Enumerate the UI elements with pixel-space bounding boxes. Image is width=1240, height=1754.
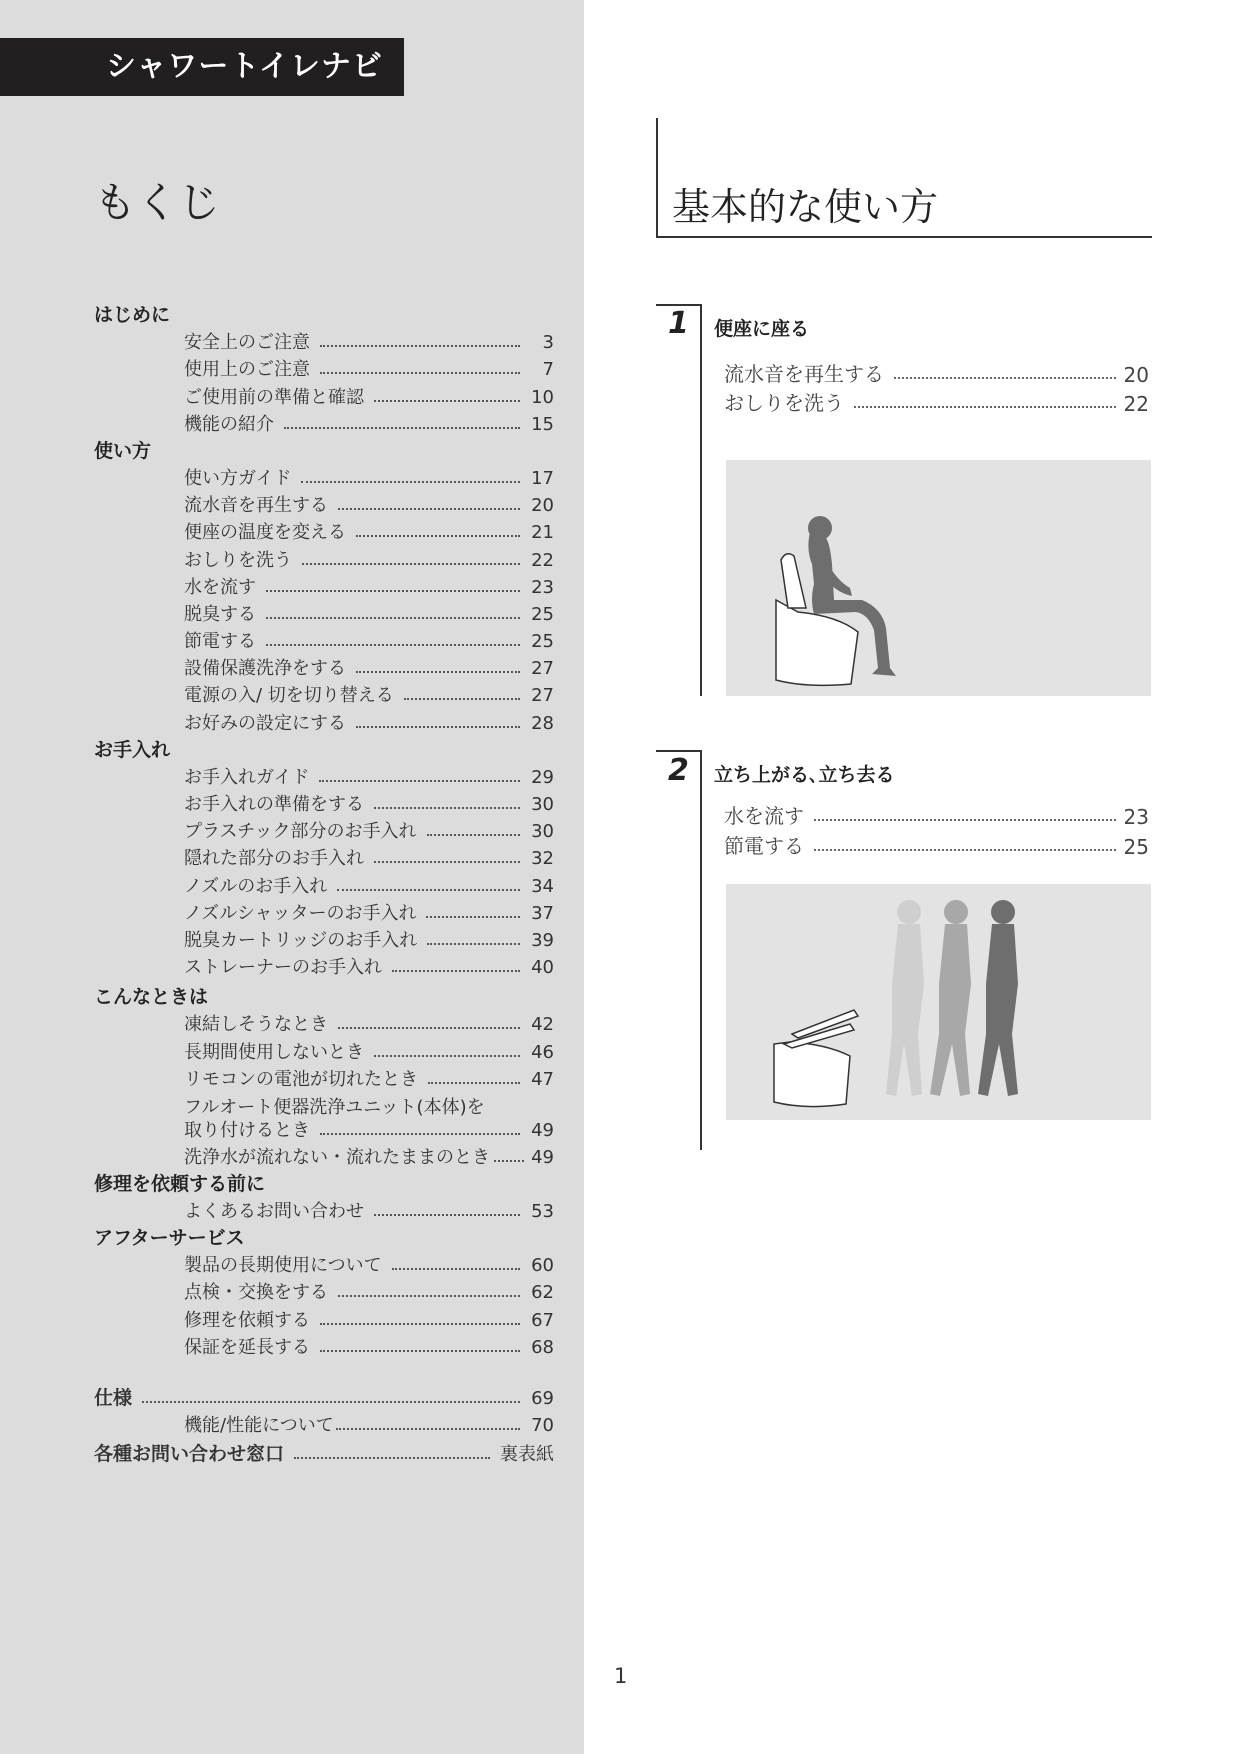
toc-entry[interactable]: お好みの設定にする 28 bbox=[184, 712, 554, 734]
toc-entry[interactable]: 点検・交換をする 62 bbox=[184, 1282, 554, 1304]
toc-title: もくじ bbox=[94, 178, 221, 227]
toc-section-title: はじめに bbox=[94, 304, 171, 326]
step-1-entry[interactable]: 流水音を再生する 20 bbox=[724, 362, 1149, 387]
toc-entry[interactable]: よくあるお問い合わせ 53 bbox=[184, 1201, 554, 1223]
standing-illustration bbox=[726, 884, 1151, 1120]
sitting-illustration bbox=[726, 460, 1151, 696]
basics-title: 基本的な使い方 bbox=[672, 185, 939, 229]
toc-entry[interactable]: 修理を依頼する 67 bbox=[184, 1309, 554, 1331]
toc-entry[interactable]: リモコンの電池が切れたとき 47 bbox=[184, 1068, 554, 1090]
step-2-number: 2 bbox=[668, 753, 689, 788]
toc-entry[interactable]: 電源の入/ 切を切り替える 27 bbox=[184, 685, 554, 707]
toc-entry[interactable]: 製品の長期使用について 60 bbox=[184, 1255, 554, 1277]
toc-entry[interactable]: お手入れガイド 29 bbox=[184, 766, 554, 788]
toc-entry[interactable]: ご使用前の準備と確認 10 bbox=[184, 386, 554, 408]
toc-entry[interactable]: 節電する 25 bbox=[184, 631, 554, 653]
toc-entry[interactable]: 凍結しそうなとき 42 bbox=[184, 1014, 554, 1036]
toc-entry[interactable]: 安全上のご注意 3 bbox=[184, 332, 554, 354]
toc-section-title: アフターサービス bbox=[94, 1227, 245, 1250]
toc-section-title: 使い方 bbox=[94, 439, 152, 462]
toc-section-title: 修理を依頼する前に bbox=[94, 1172, 266, 1195]
brand-tab: シャワートイレナビ bbox=[0, 38, 404, 96]
toc-entry[interactable]: お手入れの準備をする 30 bbox=[184, 794, 554, 815]
title-rule-vertical bbox=[656, 118, 658, 238]
toc-entry[interactable]: 長期間使用しないとき 46 bbox=[184, 1041, 554, 1063]
toc-entry-contact[interactable]: 各種お問い合わせ窓口 裏表紙 bbox=[94, 1443, 554, 1466]
toc-entry[interactable]: プラスチック部分のお手入れ 30 bbox=[184, 821, 554, 843]
toc-entry[interactable]: 使用上のご注意 7 bbox=[184, 359, 554, 381]
toc-entry[interactable]: 水を流す 23 bbox=[184, 576, 554, 598]
toc-entry[interactable]: 脱臭カートリッジのお手入れ 39 bbox=[184, 929, 554, 951]
title-rule-horizontal bbox=[656, 236, 1152, 238]
step-1-number: 1 bbox=[668, 306, 689, 341]
toc-entry[interactable]: 便座の温度を変える 21 bbox=[184, 522, 554, 544]
toc-section-title: お手入れ bbox=[94, 738, 171, 761]
toc-entry[interactable]: 使い方ガイド 17 bbox=[184, 467, 554, 489]
step-2-entry[interactable]: 節電する 25 bbox=[724, 834, 1149, 859]
toc-entry[interactable]: ノズルシャッターのお手入れ 37 bbox=[184, 902, 554, 924]
toc-entry[interactable]: 設備保護洗浄をする 27 bbox=[184, 658, 554, 680]
step-2-title: 立ち上がる､立ち去る bbox=[714, 764, 895, 786]
toc-entry[interactable]: ストレーナーのお手入れ 40 bbox=[184, 957, 554, 979]
toc-entry[interactable]: ノズルのお手入れ 34 bbox=[184, 875, 554, 897]
toc-entry[interactable]: 保証を延長する 68 bbox=[184, 1336, 554, 1358]
step-2-entry[interactable]: 水を流す 23 bbox=[724, 804, 1149, 829]
toc-entry-line1: フルオート便器洗浄ユニット(本体)を bbox=[184, 1096, 485, 1118]
toc-entry[interactable]: 機能の紹介 15 bbox=[184, 413, 554, 435]
toc-entry-spec[interactable]: 仕様 69 bbox=[94, 1387, 554, 1409]
toc-entry-line2: 取り付けるとき 49 bbox=[184, 1119, 554, 1141]
toc-entry[interactable]: 脱臭する 25 bbox=[184, 603, 554, 625]
table-of-contents bbox=[94, 302, 554, 1468]
page-number: 1 bbox=[614, 1664, 628, 1688]
sitting-person-icon bbox=[726, 460, 1151, 696]
toc-entry[interactable]: 流水音を再生する 20 bbox=[184, 495, 554, 517]
toc-entry-two-line[interactable] bbox=[94, 1096, 554, 1144]
toc-section-title: こんなときは bbox=[94, 986, 209, 1009]
toc-entry[interactable]: 隠れた部分のお手入れ 32 bbox=[184, 848, 554, 870]
step-1-entry[interactable]: おしりを洗う 22 bbox=[724, 391, 1149, 416]
toc-entry[interactable]: おしりを洗う 22 bbox=[184, 549, 554, 571]
step-1-title: 便座に座る bbox=[714, 318, 810, 340]
toc-entry[interactable]: 機能/性能について 70 bbox=[184, 1415, 554, 1437]
walking-people-icon bbox=[726, 884, 1151, 1120]
toc-entry[interactable]: 洗浄水が流れない・流れたままのとき 49 bbox=[184, 1146, 554, 1168]
